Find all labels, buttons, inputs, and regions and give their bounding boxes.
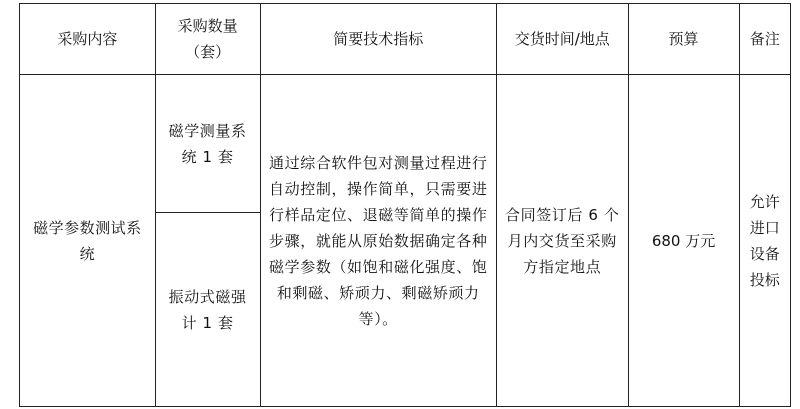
header-budget: 预算 [628, 4, 739, 75]
cell-quantity-1: 磁学测量系统 1 套 [155, 75, 260, 213]
header-quantity: 采购数量（套） [155, 4, 260, 75]
table-header-row [20, 4, 791, 75]
header-remarks: 备注 [739, 4, 790, 75]
cell-quantity-2: 振动式磁强计 1 套 [155, 213, 260, 407]
cell-remarks: 允许进口设备投标 [739, 75, 790, 407]
cell-spec: 通过综合软件包对测量过程进行自动控制，操作简单，只需要进行样品定位、退磁等简单的操作步骤，就能从原始数据确定各种磁学参数（如饱和磁化强度、饱和剩磁、矫顽力、剩磁矫顽力等）。 [260, 75, 496, 407]
header-content: 采购内容 [20, 4, 156, 75]
table-row [20, 75, 791, 213]
procurement-table [19, 3, 791, 407]
header-delivery: 交货时间/地点 [496, 4, 628, 75]
cell-budget: 680 万元 [628, 75, 739, 407]
cell-content: 磁学参数测试系统 [20, 75, 156, 407]
header-spec: 简要技术指标 [260, 4, 496, 75]
cell-delivery: 合同签订后 6 个月内交货至采购方指定地点 [496, 75, 628, 407]
